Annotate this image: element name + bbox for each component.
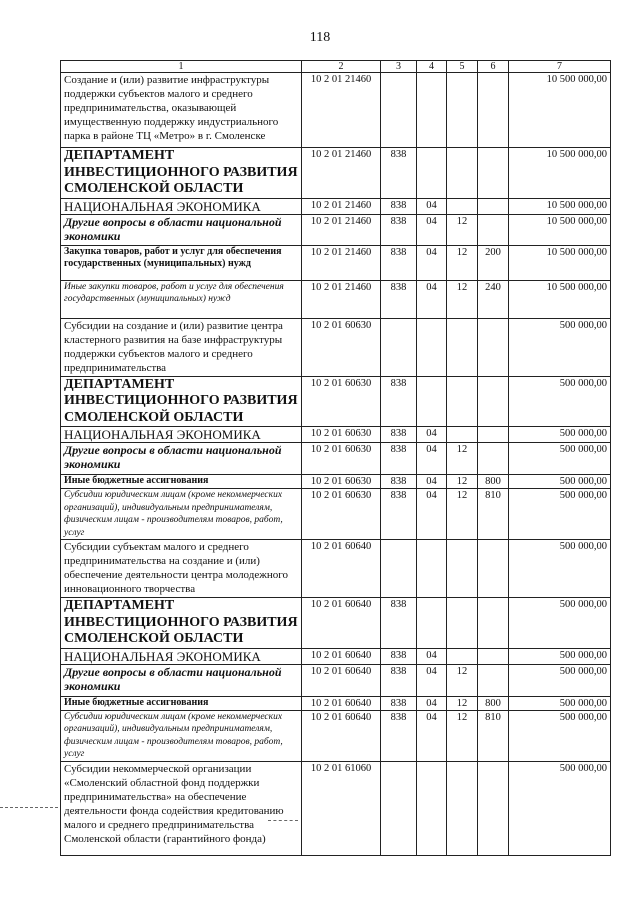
table-row — [61, 318, 611, 376]
table-row — [61, 443, 611, 475]
col-header-amount: 7 — [509, 61, 611, 73]
table-row — [61, 148, 611, 199]
amount: 10 500 000,00 — [509, 245, 611, 280]
section-code: 04 — [417, 245, 447, 280]
row-name: Другие вопросы в области национальной экономики — [61, 214, 302, 245]
amount: 500 000,00 — [509, 761, 611, 855]
budget-code: 10 2 01 21460 — [302, 214, 381, 245]
expense-type-code — [478, 761, 509, 855]
budget-code: 10 2 01 60630 — [302, 427, 381, 443]
row-name: Субсидии юридическим лицам (кроме некоммерческих организаций), индивидуальным предпринимателям, физическим лицам - производителям товаров, работ, услуг — [61, 489, 302, 540]
ministry-code: 838 — [381, 475, 417, 489]
scan-margin-line — [0, 807, 58, 808]
table-row — [61, 73, 611, 148]
subsection-code: 12 — [447, 475, 478, 489]
row-name: ДЕПАРТАМЕНТ ИНВЕСТИЦИОННОГО РАЗВИТИЯ СМОЛЕНСКОЙ ОБЛАСТИ — [61, 376, 302, 427]
col-header-pr: 5 — [447, 61, 478, 73]
budget-code: 10 2 01 60640 — [302, 598, 381, 649]
ministry-code: 838 — [381, 664, 417, 696]
section-code: 04 — [417, 443, 447, 475]
page-number: 118 — [309, 30, 331, 45]
expense-type-code — [478, 664, 509, 696]
col-header-vr: 6 — [478, 61, 509, 73]
ministry-code: 838 — [381, 198, 417, 214]
subsection-code — [447, 598, 478, 649]
amount: 500 000,00 — [509, 427, 611, 443]
subsection-code — [447, 761, 478, 855]
section-code — [417, 761, 447, 855]
section-code — [417, 73, 447, 148]
table-row — [61, 280, 611, 318]
expense-type-code — [478, 427, 509, 443]
subsection-code: 12 — [447, 443, 478, 475]
ministry-code: 838 — [381, 280, 417, 318]
ministry-code: 838 — [381, 245, 417, 280]
expense-type-code — [478, 598, 509, 649]
budget-code: 10 2 01 60640 — [302, 648, 381, 664]
subsection-code — [447, 73, 478, 148]
col-header-name: 1 — [61, 61, 302, 73]
amount: 10 500 000,00 — [509, 148, 611, 199]
table-row — [61, 696, 611, 710]
subsection-code: 12 — [447, 280, 478, 318]
row-name: Другие вопросы в области национальной экономики — [61, 443, 302, 475]
ministry-code: 838 — [381, 376, 417, 427]
ministry-code: 838 — [381, 648, 417, 664]
budget-code: 10 2 01 21460 — [302, 198, 381, 214]
row-name: Создание и (или) развитие инфраструктуры поддержки субъектов малого и среднего предпринимательства, оказывающей имущественную поддержку индустриального парка в районе ТЦ «Метро» в г. Смоленске — [61, 73, 302, 148]
expense-type-code: 240 — [478, 280, 509, 318]
table-row — [61, 489, 611, 540]
row-name: Субсидии юридическим лицам (кроме некоммерческих организаций), индивидуальным предпринимателям, физическим лицам - производителям товаров, работ, услуг — [61, 710, 302, 761]
row-name: Субсидии субъектам малого и среднего предпринимательства на создание и (или) обеспечение деятельности центра молодежного инновационного творчества — [61, 540, 302, 598]
expense-type-code: 200 — [478, 245, 509, 280]
section-code: 04 — [417, 648, 447, 664]
section-code: 04 — [417, 710, 447, 761]
section-code: 04 — [417, 489, 447, 540]
section-code — [417, 598, 447, 649]
section-code: 04 — [417, 475, 447, 489]
subsection-code — [447, 198, 478, 214]
budget-code: 10 2 01 21460 — [302, 280, 381, 318]
expense-type-code: 800 — [478, 475, 509, 489]
section-code: 04 — [417, 198, 447, 214]
budget-code: 10 2 01 60630 — [302, 443, 381, 475]
subsection-code — [447, 648, 478, 664]
budget-code: 10 2 01 61060 — [302, 761, 381, 855]
subsection-code: 12 — [447, 245, 478, 280]
budget-code: 10 2 01 60640 — [302, 540, 381, 598]
section-code: 04 — [417, 696, 447, 710]
ministry-code: 838 — [381, 148, 417, 199]
budget-code: 10 2 01 60630 — [302, 318, 381, 376]
row-name: Иные бюджетные ассигнования — [61, 696, 302, 710]
section-code — [417, 318, 447, 376]
subsection-code — [447, 148, 478, 199]
expense-type-code: 810 — [478, 710, 509, 761]
row-name: ДЕПАРТАМЕНТ ИНВЕСТИЦИОННОГО РАЗВИТИЯ СМОЛЕНСКОЙ ОБЛАСТИ — [61, 598, 302, 649]
column-number-row — [61, 61, 611, 73]
row-name: Иные закупки товаров, работ и услуг для обеспечения государственных (муниципальных) нужд — [61, 280, 302, 318]
budget-code: 10 2 01 21460 — [302, 73, 381, 148]
section-code: 04 — [417, 427, 447, 443]
subsection-code — [447, 376, 478, 427]
budget-code: 10 2 01 21460 — [302, 245, 381, 280]
amount: 500 000,00 — [509, 710, 611, 761]
subsection-code: 12 — [447, 489, 478, 540]
table-row — [61, 761, 611, 855]
row-name: Другие вопросы в области национальной экономики — [61, 664, 302, 696]
section-code — [417, 148, 447, 199]
section-code: 04 — [417, 280, 447, 318]
table-row — [61, 598, 611, 649]
ministry-code: 838 — [381, 696, 417, 710]
table-row — [61, 648, 611, 664]
section-code — [417, 376, 447, 427]
row-name: НАЦИОНАЛЬНАЯ ЭКОНОМИКА — [61, 648, 302, 664]
amount: 500 000,00 — [509, 540, 611, 598]
ministry-code — [381, 73, 417, 148]
amount: 10 500 000,00 — [509, 214, 611, 245]
section-code: 04 — [417, 214, 447, 245]
ministry-code — [381, 540, 417, 598]
budget-code: 10 2 01 21460 — [302, 148, 381, 199]
amount: 500 000,00 — [509, 696, 611, 710]
subsection-code: 12 — [447, 214, 478, 245]
table-row — [61, 214, 611, 245]
ministry-code — [381, 318, 417, 376]
amount: 500 000,00 — [509, 489, 611, 540]
col-header-csr: 2 — [302, 61, 381, 73]
subsection-code — [447, 427, 478, 443]
expense-type-code — [478, 148, 509, 199]
subsection-code: 12 — [447, 710, 478, 761]
subsection-code — [447, 540, 478, 598]
budget-code: 10 2 01 60630 — [302, 489, 381, 540]
table-row — [61, 198, 611, 214]
subsection-code — [447, 318, 478, 376]
expense-type-code — [478, 214, 509, 245]
col-header-rz: 4 — [417, 61, 447, 73]
subsection-code: 12 — [447, 664, 478, 696]
ministry-code: 838 — [381, 598, 417, 649]
budget-code: 10 2 01 60640 — [302, 696, 381, 710]
amount: 10 500 000,00 — [509, 198, 611, 214]
amount: 500 000,00 — [509, 475, 611, 489]
table-row — [61, 540, 611, 598]
table-row — [61, 475, 611, 489]
budget-table — [60, 60, 611, 856]
expense-type-code — [478, 540, 509, 598]
amount: 500 000,00 — [509, 664, 611, 696]
budget-code: 10 2 01 60630 — [302, 475, 381, 489]
scan-margin-line — [268, 820, 298, 821]
ministry-code: 838 — [381, 427, 417, 443]
table-row — [61, 245, 611, 280]
subsection-code: 12 — [447, 696, 478, 710]
row-name: Субсидии некоммерческой организации «Смоленский областной фонд поддержки предпринимательства» на обеспечение деятельности фонда содействия кредитованию малого и среднего предпринимательства Смоленской области (гарантийного фонда) — [61, 761, 302, 855]
expense-type-code — [478, 73, 509, 148]
ministry-code: 838 — [381, 214, 417, 245]
row-name: Закупка товаров, работ и услуг для обеспечения государственных (муниципальных) нужд — [61, 245, 302, 280]
budget-code: 10 2 01 60640 — [302, 710, 381, 761]
amount: 10 500 000,00 — [509, 280, 611, 318]
ministry-code: 838 — [381, 710, 417, 761]
expense-type-code — [478, 376, 509, 427]
amount: 10 500 000,00 — [509, 73, 611, 148]
table-row — [61, 710, 611, 761]
budget-code: 10 2 01 60630 — [302, 376, 381, 427]
expense-type-code — [478, 318, 509, 376]
amount: 500 000,00 — [509, 443, 611, 475]
expense-type-code — [478, 198, 509, 214]
section-code: 04 — [417, 664, 447, 696]
amount: 500 000,00 — [509, 318, 611, 376]
ministry-code — [381, 761, 417, 855]
amount: 500 000,00 — [509, 376, 611, 427]
row-name: НАЦИОНАЛЬНАЯ ЭКОНОМИКА — [61, 198, 302, 214]
ministry-code: 838 — [381, 489, 417, 540]
expense-type-code: 810 — [478, 489, 509, 540]
table-row — [61, 376, 611, 427]
row-name: Субсидии на создание и (или) развитие центра кластерного развития на базе инфраструктуры поддержки субъектов малого и среднего предпринимательства — [61, 318, 302, 376]
expense-type-code — [478, 648, 509, 664]
col-header-gr: 3 — [381, 61, 417, 73]
expense-type-code: 800 — [478, 696, 509, 710]
expense-type-code — [478, 443, 509, 475]
table-row — [61, 664, 611, 696]
ministry-code: 838 — [381, 443, 417, 475]
amount: 500 000,00 — [509, 598, 611, 649]
budget-code: 10 2 01 60640 — [302, 664, 381, 696]
row-name: ДЕПАРТАМЕНТ ИНВЕСТИЦИОННОГО РАЗВИТИЯ СМОЛЕНСКОЙ ОБЛАСТИ — [61, 148, 302, 199]
row-name: НАЦИОНАЛЬНАЯ ЭКОНОМИКА — [61, 427, 302, 443]
section-code — [417, 540, 447, 598]
amount: 500 000,00 — [509, 648, 611, 664]
row-name: Иные бюджетные ассигнования — [61, 475, 302, 489]
table-row — [61, 427, 611, 443]
